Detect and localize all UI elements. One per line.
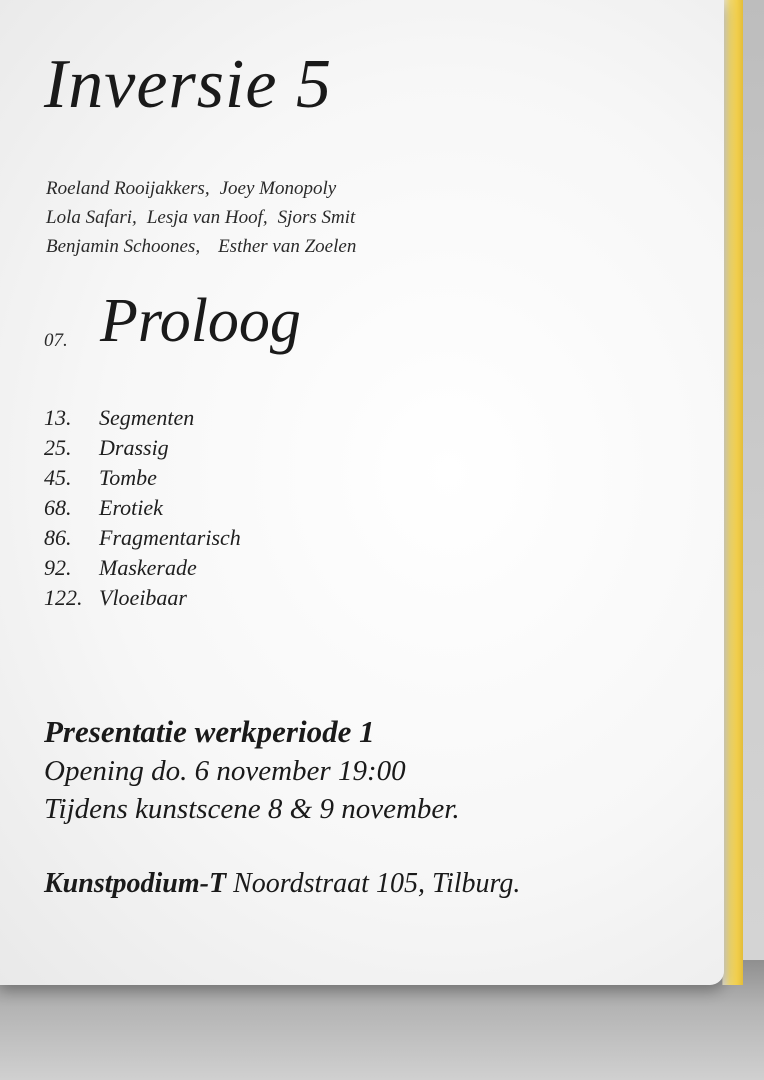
toc-item <box>44 493 241 523</box>
artist-name: Lesja van Hoof, <box>146 207 268 228</box>
artist-name: Sjors Smit <box>277 207 356 228</box>
venue-address: Noordstraat 105, Tilburg. <box>233 868 521 899</box>
toc-item <box>44 523 241 553</box>
toc-item <box>44 463 241 493</box>
venue-name: Kunstpodium-T <box>44 868 227 899</box>
toc-title: Erotiek <box>99 495 163 520</box>
artist-row <box>46 203 356 232</box>
artist-name: Lola Safari, <box>46 207 137 228</box>
event-dates-line: Tijdens kunstscene 8 & 9 november. <box>44 793 460 825</box>
toc-page-number: 92. <box>44 555 72 580</box>
toc-page-number: 13. <box>44 405 72 430</box>
toc-title: Segmenten <box>99 405 195 430</box>
toc-title: Fragmentarisch <box>99 525 241 550</box>
toc-title: Vloeibaar <box>99 585 187 610</box>
toc-page-number: 86. <box>44 525 72 550</box>
artist-row <box>46 174 356 203</box>
toc-page-number: 68. <box>44 495 72 520</box>
prolog-page-number: 07. <box>44 330 68 351</box>
toc-item <box>44 403 241 433</box>
toc-title: Drassig <box>99 435 169 460</box>
presentation-info <box>44 712 460 828</box>
table-of-contents <box>44 403 241 613</box>
toc-title: Tombe <box>99 465 157 490</box>
toc-title: Maskerade <box>99 555 197 580</box>
page-title: Inversie 5 <box>44 46 332 123</box>
artist-name: Benjamin Schoones, <box>46 236 201 257</box>
toc-page-number: 122. <box>44 585 83 610</box>
artist-name: Roeland Rooijakkers, <box>46 178 210 199</box>
venue-line <box>44 868 520 900</box>
presentation-heading: Presentatie werkperiode 1 <box>44 714 375 749</box>
opening-line: Opening do. 6 november 19:00 <box>44 755 406 787</box>
toc-item <box>44 583 241 613</box>
toc-item <box>44 433 241 463</box>
artist-name: Joey Monopoly <box>219 178 337 199</box>
toc-page-number: 25. <box>44 435 72 460</box>
prolog-title: Proloog <box>100 287 301 355</box>
artist-name: Esther van Zoelen <box>218 236 357 257</box>
toc-item <box>44 553 241 583</box>
toc-page-number: 45. <box>44 465 72 490</box>
artist-list <box>46 174 356 261</box>
page-edge-gold <box>722 0 743 985</box>
artist-row <box>46 232 356 261</box>
